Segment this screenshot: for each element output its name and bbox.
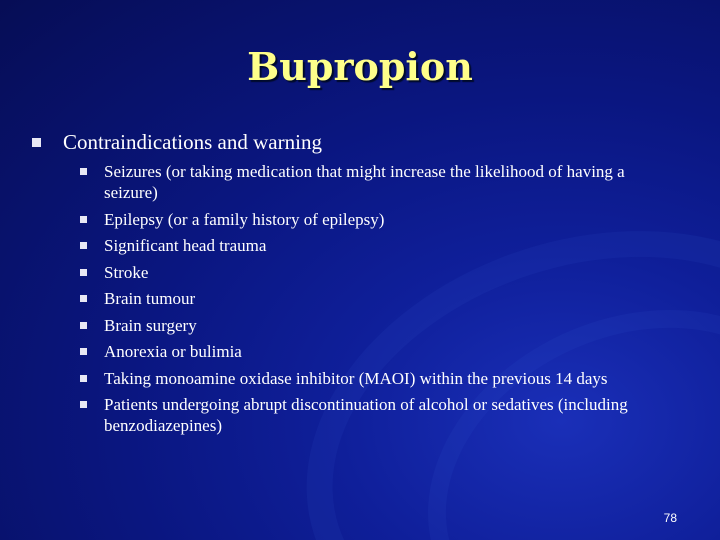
list-item-text: Seizures (or taking medication that might increase the likelihood of having a seizure) [104,162,625,202]
list-item-text: Patients undergoing abrupt discontinuation of alcohol or sedatives (including benzodiazepines) [104,395,628,435]
square-bullet-icon [80,216,87,223]
slide-title: Bupropion [247,44,473,89]
square-bullet-icon [80,322,87,329]
list-item [80,394,660,436]
list-item [80,161,660,203]
square-bullet-icon [80,348,87,355]
list-item [80,315,660,336]
square-bullet-icon [80,242,87,249]
list-item [80,262,660,283]
square-bullet-icon [80,269,87,276]
square-bullet-icon [80,168,87,175]
square-bullet-icon [80,295,87,302]
main-bullet [30,130,690,155]
contraindications-list [80,161,660,442]
list-item [80,341,660,362]
list-item [80,288,660,309]
square-bullet-icon [80,401,87,408]
list-item-text: Taking monoamine oxidase inhibitor (MAOI) within the previous 14 days [104,368,608,388]
list-item [80,235,660,256]
list-item-text: Stroke [104,262,149,282]
list-item [80,209,660,230]
page-number: 78 [663,511,677,525]
list-item-text: Brain tumour [104,289,196,308]
list-item-text: Brain surgery [104,315,197,335]
square-bullet-icon [80,375,87,382]
list-item-text: Significant head trauma [104,236,267,255]
list-item [80,368,660,389]
main-bullet-text: Contraindications and warning [63,130,322,154]
list-item-text: Anorexia or bulimia [104,342,242,361]
list-item-text: Epilepsy (or a family history of epilepsy) [104,209,385,229]
square-bullet-icon [32,138,41,147]
